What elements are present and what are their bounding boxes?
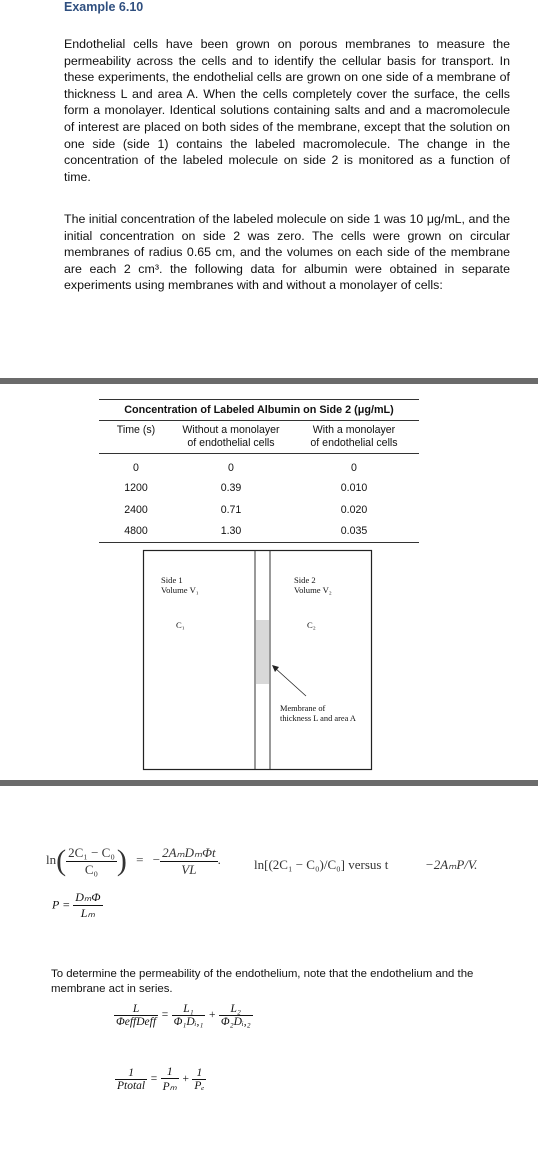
slope-text: −2AₘP/V. [425, 857, 478, 872]
table-row: 1200 0.39 0.010 [124, 481, 368, 494]
table-row: 4800 1.30 0.035 [99, 521, 419, 543]
side2-label: Side 2 [294, 575, 316, 585]
example-title: Example 6.10 [64, 0, 144, 14]
table-row: 0 0 0 [133, 462, 357, 475]
problem-paragraph-1: Endothelial cells have been grown on porous membranes to measure the permeability across the cells and to identify the cellular basis for transport. In these experiments, the endothelial cells are grown on one side of a membrane of thickness L and area A. When the cells completely cover the surface, the cells form a monolayer. Identical solutions containing salts and and a macromolecule of interest are placed on both sides of the membrane, except that the solution on one side (side 1) contains the labeled macromolecule. The change in the concentration of the labeled molecule on side 2 is monitored as a function of time. [64, 37, 510, 184]
side2-label-block [294, 576, 332, 595]
ln-numerator: 2C₁ − C₀ [68, 844, 115, 860]
side2-volume: Volume V₂ [294, 584, 332, 595]
series-term2-den: Φ₂Dᵢ,₂ [220, 1016, 251, 1028]
plot-relation-text: ln[(2C₁ − C₀)/C₀] versus t [254, 857, 389, 872]
col-header-without-l2: of endothelial cells [173, 437, 289, 454]
p-denominator: Lₘ [80, 906, 95, 920]
total-term2-den: Pₑ [194, 1080, 205, 1092]
total-lhs-num: 1 [115, 1067, 147, 1080]
side1-label: Side 1 [161, 575, 183, 585]
ln-denominator: C₀ [84, 861, 99, 877]
table-caption: Concentration of Labeled Albumin on Side 2 (μg/mL) [99, 400, 419, 421]
problem-statement-panel [0, 0, 538, 378]
total-permeability-equation: $\frac{1}{\text{Ptotal}}$ = $\frac{1}{\text{Pₘ}}$ + $\frac{1}{\text{Pₑ}}$ [117, 1066, 205, 1093]
total-term1-den: Pₘ [162, 1081, 177, 1093]
equations-panel [0, 786, 538, 1166]
side1-volume: Volume V₁ [161, 584, 199, 595]
series-term1-den: Φ₁Dᵢ,₁ [173, 1016, 204, 1028]
rhs-numerator: 2AₘDₘΦt [162, 844, 216, 860]
membrane-label-block [280, 704, 356, 723]
series-explanation: To determine the permeability of the endothelium, note that the endothelium and the membrane act in series. [51, 968, 474, 995]
ln-equation: ln( $\frac{\text{2C₁ − C₀}}{\text{C₀}}$ ) = − $\frac{\text{2AₘDₘΦt}}{VL}$ . [46, 844, 221, 877]
col-header-time: Time (s) [116, 424, 156, 436]
col-header-without-l1: Without a monolayer [182, 424, 280, 436]
series-term2-num: L₂ [219, 1003, 253, 1016]
series-lhs-den: ΦeffDeff [116, 1016, 157, 1028]
table-row: 2400 0.71 0.020 [124, 503, 368, 516]
membrane-label-line2: thickness L and area A [280, 713, 356, 723]
membrane-shaded-region [256, 620, 269, 684]
side1-concentration: C₁ [176, 620, 185, 630]
problem-paragraph-2: The initial concentration of the labeled molecule on side 1 was 10 μg/mL, and the initial concentration on side 2 was zero. The cells were grown on circular membranes of radius 0.65 cm, and the volumes on each side of the membrane are each 2 cm³. the following data for albumin were obtained in separate experiments using membranes with and without a monolayer of cells: [64, 212, 510, 293]
series-equation: $\frac{L}{\text{ΦeffDeff}}$ = $\frac{\text{L₁}}{\text{Φ₁Dᵢ,₁}}$ + $\frac{\text{L₂}}{\text{Φ₂Dᵢ,₂}}$ [116, 1003, 251, 1028]
membrane-label-line1: Membrane of [280, 704, 326, 713]
total-lhs-den: Ptotal [117, 1080, 146, 1092]
data-figure-panel [0, 384, 538, 780]
permeability-equation: P = $\frac{\text{DₘΦ}}{\text{Lₘ}}$ [52, 890, 101, 920]
series-lhs-num: L [114, 1003, 158, 1016]
p-numerator: DₘΦ [75, 890, 101, 904]
series-term1-num: L₁ [172, 1003, 206, 1016]
albumin-concentration-table [99, 399, 419, 543]
rhs-denominator: VL [181, 861, 197, 877]
side2-concentration: C₂ [307, 620, 316, 630]
side1-label-block [161, 576, 199, 595]
col-header-with-l2: of endothelial cells [289, 437, 419, 454]
col-header-with-l1: With a monolayer [312, 424, 396, 436]
total-term1-num: 1 [161, 1066, 179, 1079]
total-term2-num: 1 [192, 1067, 206, 1080]
